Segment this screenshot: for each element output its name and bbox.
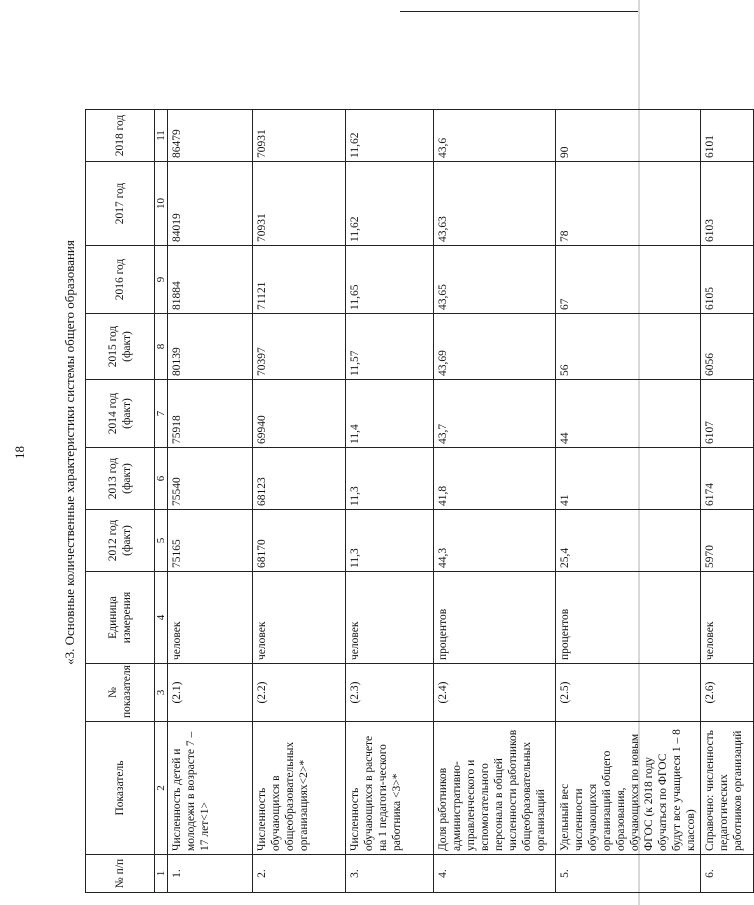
value-2018: 90 <box>556 110 701 162</box>
value-2014: 43,7 <box>434 380 556 448</box>
col-number: 3 <box>155 664 168 722</box>
value-2017: 43,63 <box>434 162 556 246</box>
col-number: 1 <box>155 855 168 893</box>
table-row <box>253 110 346 893</box>
value-2016: 43,65 <box>434 246 556 314</box>
col-header-code: № показателя <box>86 664 155 722</box>
value-2018: 43,6 <box>434 110 556 162</box>
unit: процентов <box>434 572 556 664</box>
value-2013: 75540 <box>168 448 253 510</box>
value-2017: 70931 <box>253 162 346 246</box>
value-2013: 68123 <box>253 448 346 510</box>
value-2016: 67 <box>556 246 701 314</box>
value-2014: 75918 <box>168 380 253 448</box>
table-row <box>701 110 754 893</box>
col-header-2017: 2017 год <box>86 162 155 246</box>
value-2018: 11,62 <box>346 110 434 162</box>
indicator-name: Удельный вес численности обучающихся организаций общего образования, обучающихся по новым ФГОС (к 2018 году обучаться по ФГОС будут все учащиеся 1 – 8 классов) <box>556 722 701 855</box>
value-2013: 11,3 <box>346 448 434 510</box>
value-2012: 68170 <box>253 510 346 572</box>
row-number: 1. <box>168 855 253 893</box>
table-caption: «3. Основные количественные характеристики системы общего образования <box>62 240 77 665</box>
col-header-n: № п/п <box>86 855 155 893</box>
col-number: 5 <box>155 510 168 572</box>
col-header-unit: Единица измерения <box>86 572 155 664</box>
unit: процентов <box>556 572 701 664</box>
value-2016: 6105 <box>701 246 754 314</box>
row-number: 3. <box>346 855 434 893</box>
value-2015: 43,69 <box>434 314 556 380</box>
value-2015: 80139 <box>168 314 253 380</box>
row-number: 6. <box>701 855 754 893</box>
value-2012: 44,3 <box>434 510 556 572</box>
value-2014: 6107 <box>701 380 754 448</box>
value-2017: 84019 <box>168 162 253 246</box>
value-2015: 6056 <box>701 314 754 380</box>
table-row <box>556 110 701 893</box>
value-2015: 56 <box>556 314 701 380</box>
col-header-indicator: Показатель <box>86 722 155 855</box>
value-2013: 41 <box>556 448 701 510</box>
indicator-code: (2.2) <box>253 664 346 722</box>
col-number: 7 <box>155 380 168 448</box>
col-header-2018: 2018 год <box>86 110 155 162</box>
col-header-2012: 2012 год (факт) <box>86 510 155 572</box>
row-number: 2. <box>253 855 346 893</box>
value-2017: 6103 <box>701 162 754 246</box>
value-2013: 41,8 <box>434 448 556 510</box>
col-header-2013: 2013 год (факт) <box>86 448 155 510</box>
value-2012: 11,3 <box>346 510 434 572</box>
value-2016: 11,65 <box>346 246 434 314</box>
table-row <box>346 110 434 893</box>
col-number: 2 <box>155 722 168 855</box>
col-number: 6 <box>155 448 168 510</box>
value-2018: 6101 <box>701 110 754 162</box>
value-2015: 11,57 <box>346 314 434 380</box>
indicator-code: (2.5) <box>556 664 701 722</box>
indicator-code: (2.4) <box>434 664 556 722</box>
unit: человек <box>168 572 253 664</box>
header-row <box>86 110 155 893</box>
col-number: 4 <box>155 572 168 664</box>
value-2014: 11,4 <box>346 380 434 448</box>
row-number: 5. <box>556 855 701 893</box>
unit: человек <box>253 572 346 664</box>
row-number: 4. <box>434 855 556 893</box>
value-2012: 75165 <box>168 510 253 572</box>
col-header-2014: 2014 год (факт) <box>86 380 155 448</box>
indicator-name: Численность обучающихся в расчете на 1 педагоги-ческого работника <3>* <box>346 722 434 855</box>
value-2017: 11,62 <box>346 162 434 246</box>
indicator-name: Справочно: численность педагогических работников организаций <box>701 722 754 855</box>
indicator-code: (2.6) <box>701 664 754 722</box>
value-2017: 78 <box>556 162 701 246</box>
indicator-code: (2.3) <box>346 664 434 722</box>
page-number: 18 <box>12 446 27 459</box>
characteristics-table <box>85 109 754 893</box>
value-2014: 69940 <box>253 380 346 448</box>
indicator-name: Доля работников административно-управленческого и вспомогательного персонала в общей численности работников общеобразовательных организаций <box>434 722 556 855</box>
value-2016: 81884 <box>168 246 253 314</box>
indicator-name: Численность обучающихся в общеобразовательных организациях<2>* <box>253 722 346 855</box>
col-number: 10 <box>155 162 168 246</box>
table-row <box>434 110 556 893</box>
value-2018: 86479 <box>168 110 253 162</box>
col-number: 8 <box>155 314 168 380</box>
value-2013: 6174 <box>701 448 754 510</box>
value-2012: 5970 <box>701 510 754 572</box>
table-row <box>168 110 253 893</box>
col-header-2015: 2015 год (факт) <box>86 314 155 380</box>
indicator-code: (2.1) <box>168 664 253 722</box>
col-number: 9 <box>155 246 168 314</box>
value-2014: 44 <box>556 380 701 448</box>
value-2016: 71121 <box>253 246 346 314</box>
col-number: 11 <box>155 110 168 162</box>
value-2012: 25,4 <box>556 510 701 572</box>
unit: человек <box>701 572 754 664</box>
indicator-name: Численность детей и молодежи в возрасте 7 – 17 лет<1> <box>168 722 253 855</box>
unit: человек <box>346 572 434 664</box>
value-2018: 70931 <box>253 110 346 162</box>
column-number-row <box>155 110 168 893</box>
value-2015: 70397 <box>253 314 346 380</box>
col-header-2016: 2016 год <box>86 246 155 314</box>
